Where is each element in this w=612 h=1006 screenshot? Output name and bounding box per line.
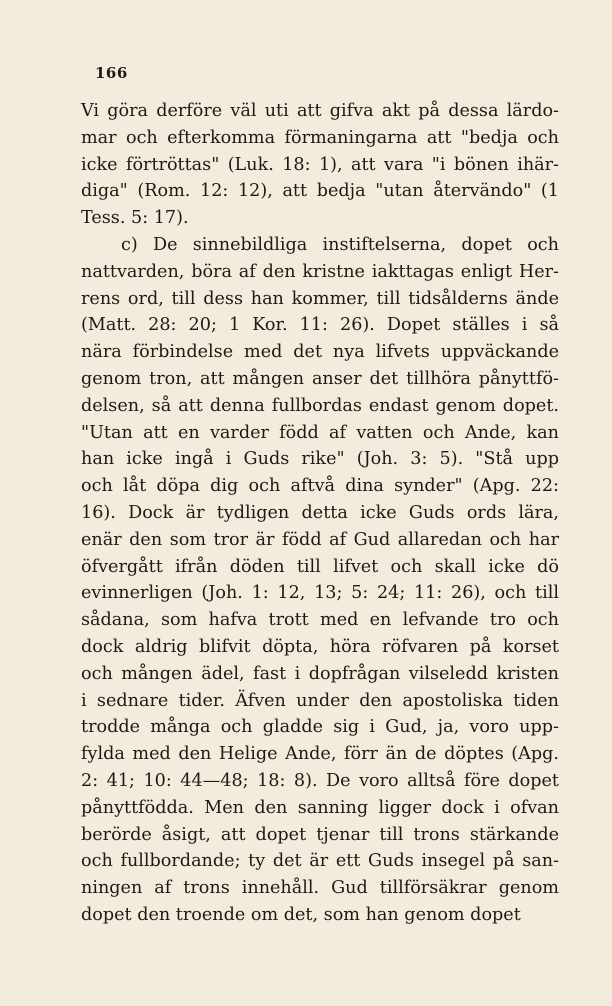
text-line: han icke ingå i Guds rike" (Joh. 3: 5). "Stå upp [81, 449, 559, 470]
text-line: och fullbordande; ty det är ett Guds insegel på san- [81, 851, 559, 872]
text-line: diga" (Rom. 12: 12), att bedja "utan återvändo" (1 [81, 181, 559, 202]
text-line: öfvergått ifrån döden till lifvet och skall icke dö [81, 556, 559, 577]
text-line: och låt döpa dig och aftvå dina synder" (Apg. 22: [81, 476, 559, 497]
text-line: c) De sinnebildliga instiftelserna, dopet och [121, 234, 559, 255]
text-line: evinnerligen (Joh. 1: 12, 13; 5: 24; 11: 26), och till [81, 583, 559, 604]
text-line: 2: 41; 10: 44—48; 18: 8). De voro alltså före dopet [81, 770, 559, 791]
text-line: trodde många och gladde sig i Gud, ja, voro upp- [81, 717, 559, 738]
body-text [81, 98, 559, 929]
text-line: ningen af trons innehåll. Gud tillförsäkrar genom [81, 878, 559, 899]
text-line: enär den som tror är född af Gud allaredan och har [81, 529, 559, 550]
text-line: fylda med den Helige Ande, förr än de döptes (Apg. [81, 744, 559, 765]
text-line: pånyttfödda. Men den sanning ligger dock i ofvan [81, 797, 559, 818]
text-line: (Matt. 28: 20; 1 Kor. 11: 26). Dopet ställes i så [81, 315, 559, 336]
text-line: i sednare tider. Äfven under den apostoliska tiden [81, 690, 559, 711]
text-line: sådana, som hafva trott med en lefvande tro och [81, 610, 559, 631]
text-line: genom tron, att mången anser det tillhöra pånyttfö- [81, 368, 559, 389]
text-line: rens ord, till dess han kommer, till tidsålderns ände [81, 288, 559, 309]
page-number: 166 [95, 64, 128, 82]
text-line: nattvarden, böra af den kristne iakttagas enligt Her- [81, 261, 559, 282]
text-line: dopet den troende om det, som han genom dopet [81, 904, 521, 925]
text-line: och mången ädel, fast i dopfrågan vilseledd kristen [81, 663, 559, 684]
text-line: delsen, så att denna fullbordas endast genom dopet. [81, 395, 559, 416]
text-line: nära förbindelse med det nya lifvets uppväckande [81, 342, 559, 363]
text-line: Tess. 5: 17). [81, 208, 189, 229]
text-line: dock aldrig blifvit döpta, höra röfvaren på korset [81, 636, 559, 657]
text-line: mar och efterkomma förmaningarna att "bedja och [81, 127, 559, 148]
text-line: Vi göra derföre väl uti att gifva akt på dessa lärdo- [81, 101, 559, 121]
text-line: "Utan att en varder född af vatten och Ande, kan [81, 422, 559, 443]
text-line: 16). Dock är tydligen detta icke Guds ords lära, [81, 502, 559, 523]
text-line: icke förtröttas" (Luk. 18: 1), att vara "i bönen ihär- [81, 154, 559, 175]
text-line: berörde åsigt, att dopet tjenar till trons stärkande [81, 824, 559, 845]
